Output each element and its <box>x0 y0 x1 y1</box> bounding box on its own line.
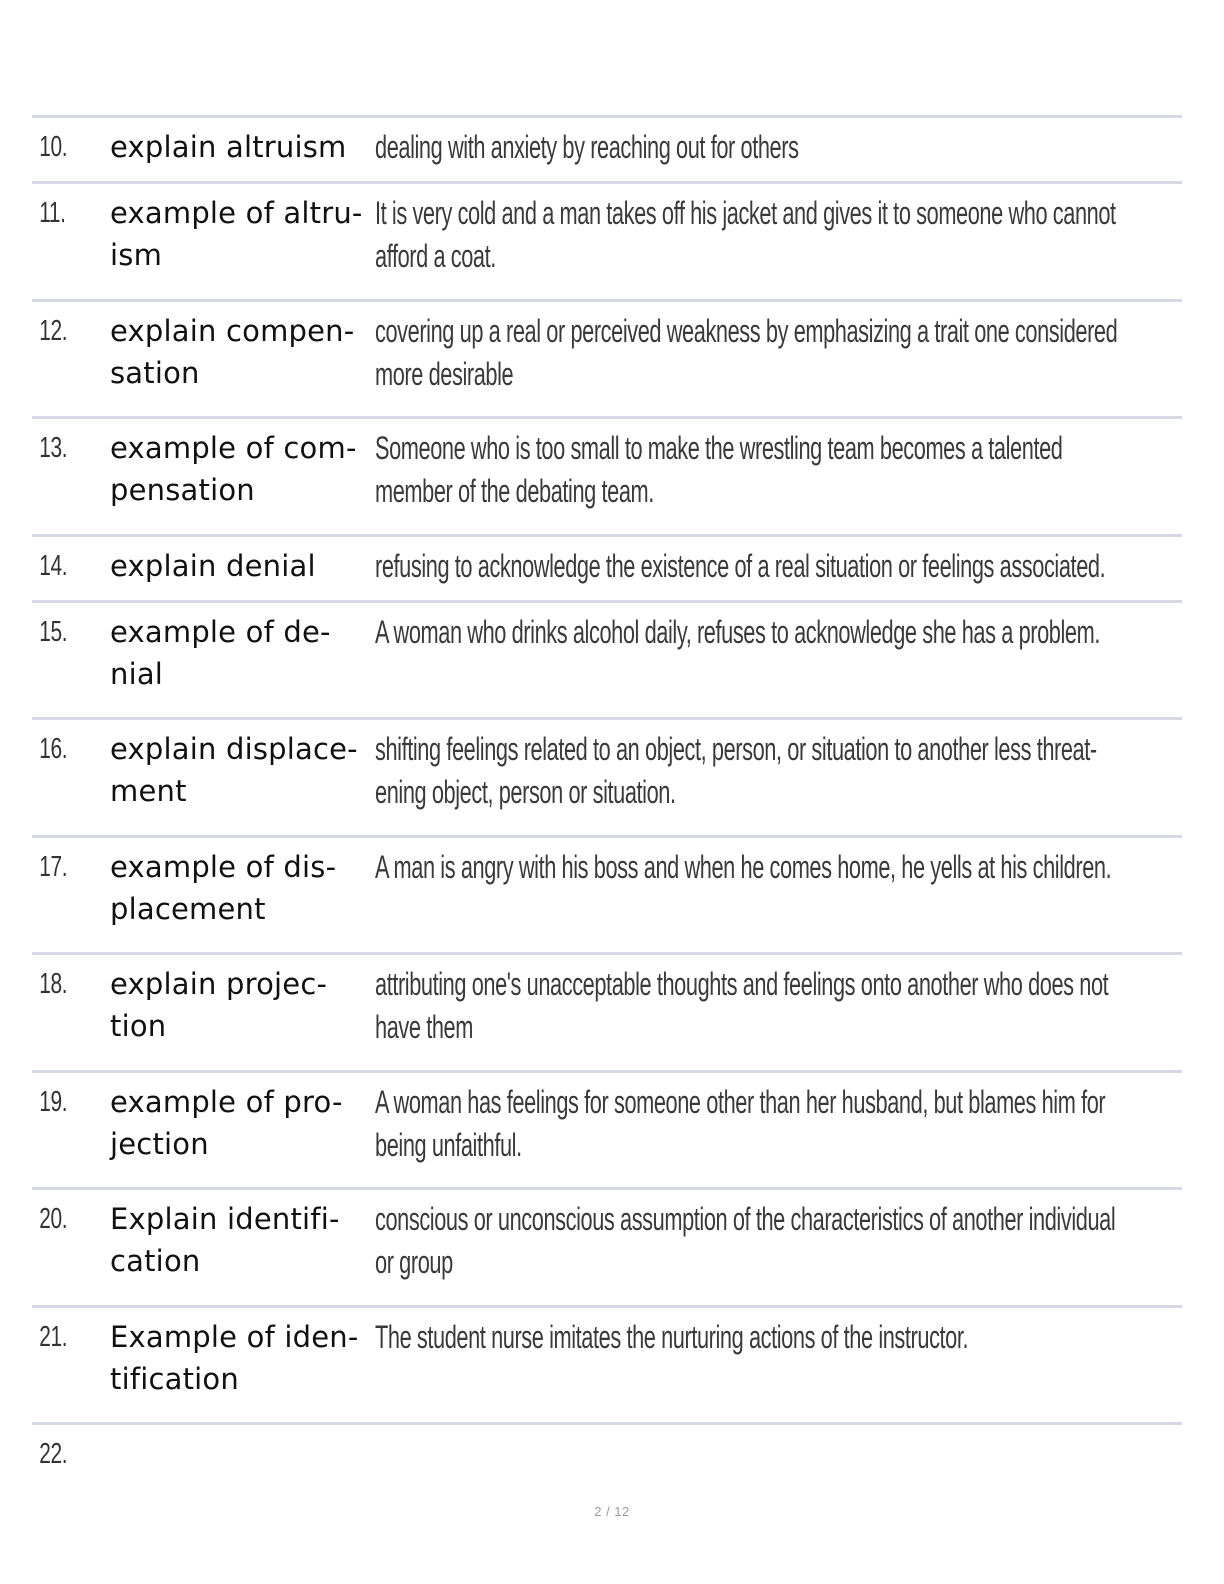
definition-line: afford a coat. <box>375 238 496 274</box>
definition-line: have them <box>375 1009 473 1045</box>
card-definition <box>375 126 1182 169</box>
definition-line: refusing to acknowledge the existence of a real situation or feelings associated. <box>375 547 1106 584</box>
term-line: cation <box>110 1244 201 1278</box>
card-row <box>32 302 1182 420</box>
card-number: 10. <box>39 131 68 163</box>
card-row <box>32 118 1182 184</box>
card-term <box>110 1198 375 1282</box>
term-line: example of altru- <box>110 196 363 230</box>
definition-line: dealing with anxiety by reaching out for others <box>375 129 799 165</box>
definition-line: A woman has feelings for someone other than her husband, but blames him for <box>375 1083 1106 1120</box>
card-term <box>110 846 375 930</box>
definition-line: member of the debating team. <box>375 473 654 509</box>
definition-line: The student nurse imitates the nurturing actions of the instructor. <box>375 1318 969 1355</box>
definition-line: conscious or unconscious assumption of the characteristics of another individual <box>375 1201 1116 1237</box>
card-number: 15. <box>39 615 68 648</box>
card-number: 12. <box>39 314 68 347</box>
term-line: Example of iden- <box>110 1319 359 1354</box>
card-term <box>110 1316 375 1400</box>
card-definition <box>375 963 1224 1049</box>
term-line: tion <box>110 1009 167 1043</box>
term-line: sation <box>110 355 200 390</box>
card-definition <box>375 1081 1224 1167</box>
term-line: Explain identifi- <box>110 1202 340 1236</box>
card-term <box>110 1081 375 1165</box>
card-term <box>110 728 375 812</box>
term-line: ism <box>110 238 163 272</box>
card-term <box>110 310 375 394</box>
definition-line: A woman who drinks alcohol daily, refuses to acknowledge she has a problem. <box>375 613 1100 650</box>
card-row <box>32 838 1182 956</box>
card-number: 19. <box>39 1085 68 1118</box>
term-line: jection <box>110 1126 209 1161</box>
card-definition <box>375 1198 1224 1284</box>
definition-line: ening object, person or situation. <box>375 774 676 810</box>
definition-line: being unfaithful. <box>375 1126 522 1163</box>
definition-line: A man is angry with his boss and when he comes home, he yells at his children. <box>375 848 1112 885</box>
card-definition <box>375 846 1224 889</box>
definition-line: covering up a real or perceived weakness by emphasizing a trait one considered <box>375 312 1118 349</box>
term-line: example of com- <box>110 431 357 465</box>
definition-line: Someone who is too small to make the wrestling team becomes a talented <box>375 430 1063 466</box>
definition-line: shifting feelings related to an object, person, or situation to another less threat- <box>375 731 1097 767</box>
term-line: tification <box>110 1361 239 1396</box>
card-term <box>110 611 375 695</box>
card-term <box>110 192 375 276</box>
card-number: 18. <box>39 968 68 1000</box>
term-line: example of pro- <box>110 1084 343 1119</box>
card-number: 21. <box>39 1320 68 1353</box>
card-number: 11. <box>39 197 66 229</box>
flashcard-table <box>32 115 1182 1503</box>
term-line: placement <box>110 891 266 926</box>
card-row <box>32 537 1182 603</box>
card-definition <box>375 611 1224 654</box>
card-row <box>32 720 1182 838</box>
card-number: 13. <box>39 432 68 464</box>
card-definition <box>375 310 1224 396</box>
term-line: nial <box>110 656 164 691</box>
card-row <box>32 1190 1182 1308</box>
page-indicator: 2 / 12 <box>594 1504 630 1519</box>
card-number: 20. <box>39 1203 68 1235</box>
card-definition <box>375 192 1224 278</box>
term-line: example of dis- <box>110 849 337 884</box>
card-definition <box>375 427 1224 513</box>
term-line: pensation <box>110 473 255 507</box>
card-number: 16. <box>39 733 68 765</box>
card-row <box>32 603 1182 721</box>
definition-line: It is very cold and a man takes off his jacket and gives it to someone who cannot <box>375 195 1116 231</box>
term-line: example of de- <box>110 614 331 649</box>
card-number: 14. <box>39 549 68 582</box>
definition-line: more desirable <box>375 355 514 392</box>
card-term <box>110 427 375 511</box>
card-definition <box>375 728 1224 814</box>
term-line: explain displace- <box>110 732 358 766</box>
card-row <box>32 1073 1182 1191</box>
card-row <box>32 184 1182 302</box>
definition-line: or group <box>375 1244 453 1280</box>
card-term <box>110 545 375 587</box>
card-definition <box>375 1316 1224 1359</box>
card-row <box>32 1425 1182 1503</box>
card-row <box>32 955 1182 1073</box>
term-line: explain altruism <box>110 130 347 164</box>
term-line: explain projec- <box>110 967 328 1001</box>
card-term <box>110 963 375 1047</box>
term-line: explain compen- <box>110 313 355 348</box>
card-row <box>32 1308 1182 1426</box>
card-definition <box>375 545 1224 588</box>
card-number: 22. <box>39 1438 68 1470</box>
card-term <box>110 126 375 168</box>
definition-line: attributing one's unacceptable thoughts and feelings onto another who does not <box>375 966 1109 1002</box>
card-number: 17. <box>39 850 68 883</box>
term-line: explain denial <box>110 548 316 583</box>
card-row <box>32 419 1182 537</box>
term-line: ment <box>110 774 187 808</box>
